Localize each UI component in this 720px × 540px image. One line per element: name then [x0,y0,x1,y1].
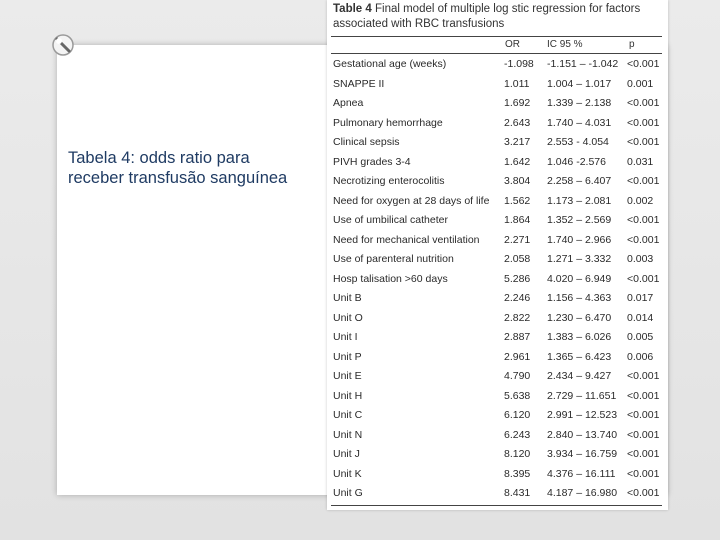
cell-ic: 2.729 – 11.651 [547,389,617,402]
cell-p: <0.001 [627,214,660,226]
cell-p: 0.001 [627,77,654,90]
cell-p: <0.001 [627,448,660,460]
cell-ic: 1.352 – 2.569 [547,214,612,226]
cell-or: 8.395 [504,467,531,480]
cell-p: 0.003 [627,253,654,265]
table-row [331,94,662,114]
header-p: p [629,39,635,50]
header-ic: IC 95 % [547,39,583,50]
cell-variable: Unit O [333,311,363,324]
caption-line-1: Tabela 4: odds ratio para [68,149,250,167]
cell-ic: 1.365 – 6.423 [547,350,612,363]
cell-or: 6.120 [504,409,531,421]
table-row [331,406,662,426]
table-row [331,250,662,270]
table-row [331,192,662,212]
table-row [331,133,662,153]
cell-variable: Unit I [333,331,358,343]
cell-variable: Unit H [333,389,363,402]
cell-or: 3.804 [504,175,531,187]
cell-or: 8.431 [504,487,531,499]
cell-variable: Use of parenteral nutrition [333,253,454,265]
cell-variable: Unit G [333,487,363,499]
cell-ic: 4.020 – 6.949 [547,272,612,285]
table-row [331,484,662,504]
cell-ic: 1.156 – 4.363 [547,292,612,304]
table-row [331,367,662,387]
cell-variable: Unit N [333,428,363,441]
cell-ic: 1.271 – 3.332 [547,253,612,265]
table-row [331,309,662,329]
cell-variable: Hosp talisation >60 days [333,272,448,285]
cell-ic: 2.991 – 12.523 [547,409,618,421]
table-row [331,348,662,368]
table-bottom-rule [331,505,662,506]
cell-variable: Unit J [333,448,360,460]
cell-variable: Necrotizing enterocolitis [333,175,445,187]
cell-or: 3.217 [504,136,531,148]
table-title-line-2: associated with RBC transfusions [333,18,505,30]
cell-p: <0.001 [627,116,660,129]
cell-ic: 1.740 – 2.966 [547,233,612,246]
table-row [331,153,662,173]
cell-or: 2.643 [504,116,531,129]
cell-ic: 1.740 – 4.031 [547,116,612,129]
cell-variable: PIVH grades 3-4 [333,155,411,168]
cell-variable: Unit C [333,409,363,421]
cell-ic: 2.553 - 4.054 [547,136,609,148]
cell-variable: Need for oxygen at 28 days of life [333,194,490,207]
cell-variable: Unit K [333,467,362,480]
table-title [333,2,663,32]
cell-or: 2.246 [504,292,531,304]
cell-variable: Gestational age (weeks) [333,58,447,70]
cell-variable: Unit P [333,350,362,363]
cell-or: 2.887 [504,331,531,343]
cell-p: <0.001 [627,175,660,187]
cell-or: 2.822 [504,311,531,324]
cell-or: 6.243 [504,428,531,441]
cell-variable: Need for mechanical ventilation [333,233,480,246]
cell-variable: Pulmonary hemorrhage [333,116,443,129]
cell-p: <0.001 [627,233,660,246]
cell-ic: 3.934 – 16.759 [547,448,618,460]
cell-variable: Unit E [333,370,362,382]
table-row [331,75,662,95]
cell-p: <0.001 [627,370,660,382]
table-row [331,426,662,446]
cell-or: -1.098 [504,58,534,70]
cell-p: <0.001 [627,389,660,402]
table-row [331,114,662,134]
cell-ic: 2.434 – 9.427 [547,370,612,382]
table-row [331,445,662,465]
cell-ic: 1.173 – 2.081 [547,194,612,207]
cell-or: 5.638 [504,389,531,402]
cell-p: <0.001 [627,409,660,421]
cell-p: <0.001 [627,97,660,109]
pin-icon [49,31,77,59]
header-or: OR [505,39,520,50]
table-row [331,172,662,192]
table-row [331,465,662,485]
cell-or: 2.961 [504,350,531,363]
cell-p: <0.001 [627,272,660,285]
caption-line-2: receber transfusão sanguínea [68,169,288,187]
cell-or: 2.271 [504,233,531,246]
cell-variable: SNAPPE II [333,77,385,90]
cell-variable: Use of umbilical catheter [333,214,448,226]
cell-variable: Apnea [333,97,364,109]
cell-variable: Clinical sepsis [333,136,400,148]
cell-ic: 1.004 – 1.017 [547,77,612,90]
table-row [331,211,662,231]
cell-p: <0.001 [627,487,660,499]
cell-ic: 2.258 – 6.407 [547,175,612,187]
header-rule [331,53,662,54]
cell-ic: 1.230 – 6.470 [547,311,612,324]
table-row [331,289,662,309]
cell-p: <0.001 [627,136,660,148]
regression-table [327,0,668,510]
cell-or: 8.120 [504,448,531,460]
table-row [331,387,662,407]
cell-or: 1.011 [504,77,530,90]
table-row [331,328,662,348]
table-row [331,231,662,251]
cell-p: 0.031 [627,155,654,168]
table-top-rule [331,36,662,37]
cell-or: 1.692 [504,97,531,109]
cell-or: 4.790 [504,370,531,382]
cell-p: <0.001 [627,58,660,70]
cell-p: <0.001 [627,428,660,441]
cell-p: 0.014 [627,311,654,324]
cell-ic: 4.376 – 16.111 [547,467,616,480]
cell-variable: Unit B [333,292,362,304]
table-number: Table 4 [333,3,372,15]
cell-or: 2.058 [504,253,531,265]
cell-ic: -1.151 – -1.042 [547,58,619,70]
table-title-line-1: Final model of multiple log stic regression for factors [374,3,641,15]
cell-or: 1.864 [504,214,531,226]
cell-p: 0.017 [627,292,654,304]
cell-p: <0.001 [627,467,660,480]
table-row [331,270,662,290]
cell-or: 1.642 [504,155,531,168]
cell-p: 0.006 [627,350,654,363]
slide-caption [68,148,318,188]
cell-ic: 1.046 -2.576 [547,155,606,168]
table-row [331,55,662,75]
cell-or: 1.562 [504,194,531,207]
cell-ic: 2.840 – 13.740 [547,428,618,441]
cell-ic: 1.339 – 2.138 [547,97,612,109]
cell-ic: 4.187 – 16.980 [547,487,618,499]
cell-or: 5.286 [504,272,531,285]
cell-p: 0.005 [627,331,654,343]
cell-p: 0.002 [627,194,654,207]
cell-ic: 1.383 – 6.026 [547,331,612,343]
